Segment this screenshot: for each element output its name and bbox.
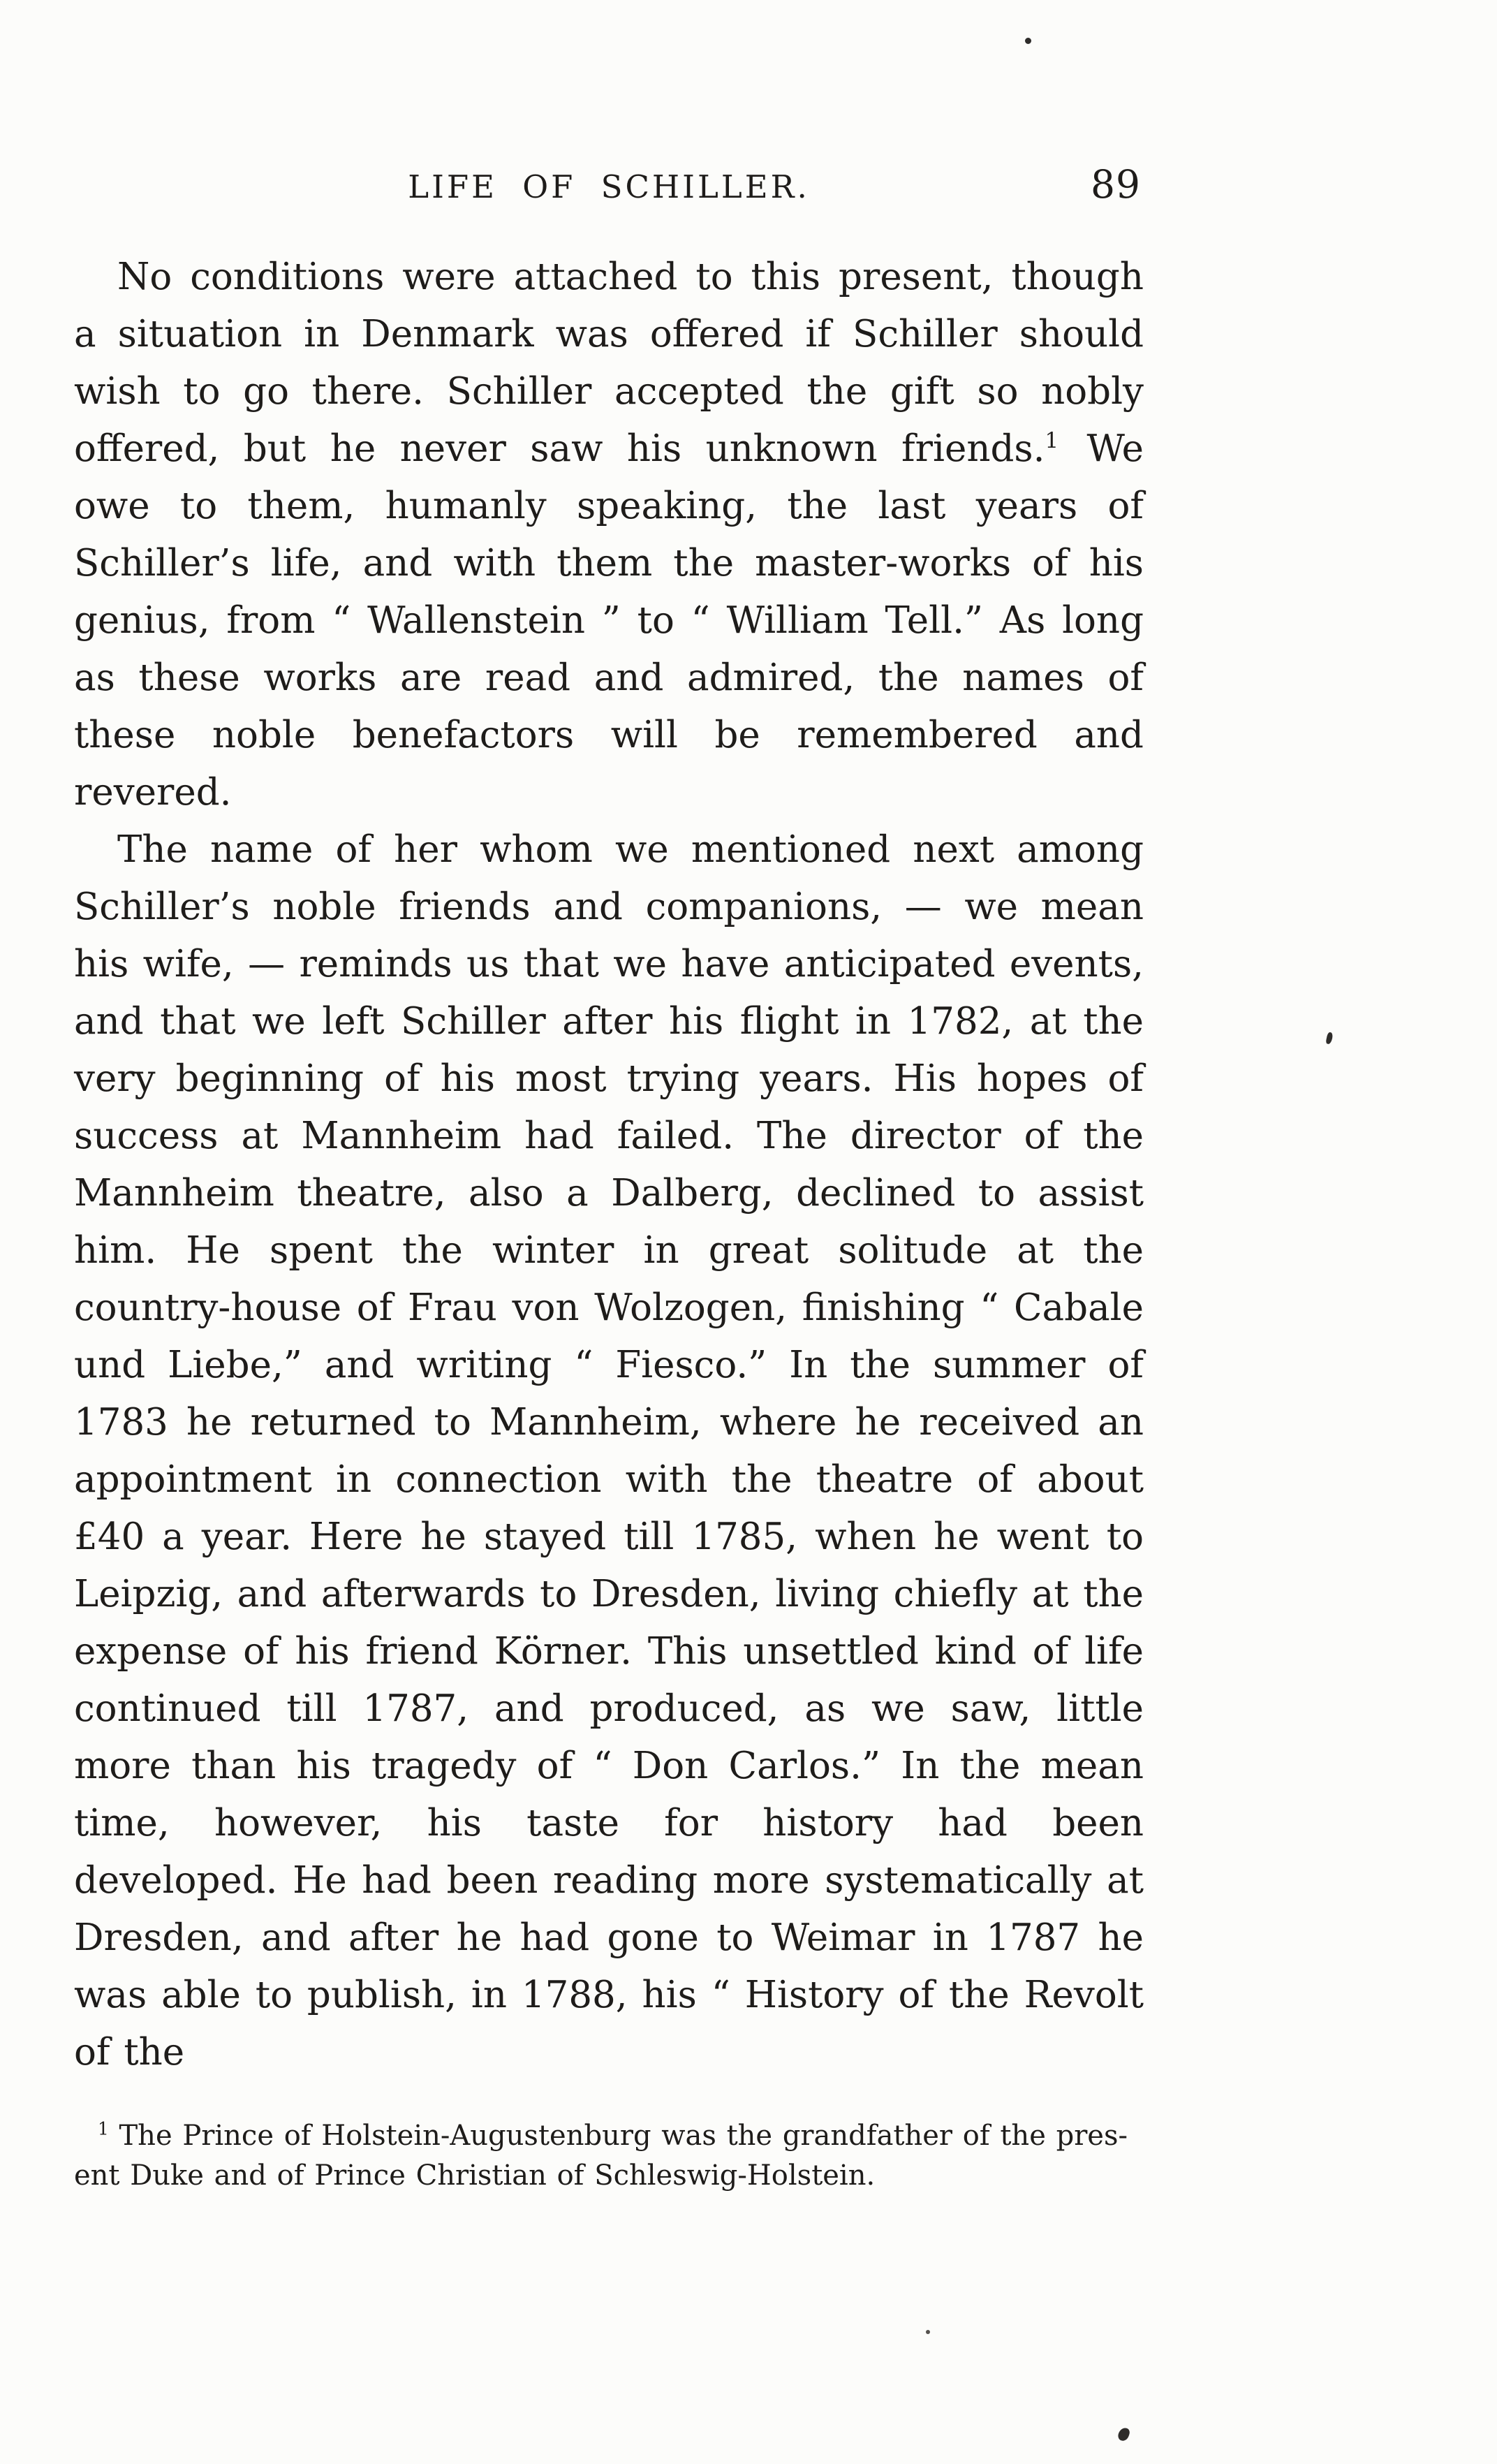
paragraph-1 [74,249,1144,821]
ink-speck [926,2330,930,2334]
paragraph-1-text: No conditions were attached to this present, though a situation in Denmark was offered if Schiller should wish to go there. Schiller accepted the gift so nobly offered, but he never saw his unknown friends. [74,256,1144,470]
ink-speck [1116,2426,1130,2442]
footnote-marker: 1 [98,2118,109,2139]
footnote-line-1: The Prince of Holstein-Augustenburg was the grandfather of the pres- [119,2120,1128,2152]
paragraph-2 [74,821,1144,2081]
page-number: 89 [1091,162,1141,207]
paragraph-2-text: The name of her whom we mentioned next among Schiller’s noble friends and companions, — we mean his wife, — reminds us that we have anticipated events, and that we left Schiller after his flight in 1782, at the very beginning of his most trying years. His hopes of success at Mannheim had failed. The director of the Mannheim theatre, also a Dalberg, declined to assist him. He spent the winter in great solitude at the country-house of Frau von Wolzogen, finishing “ Cabale und Liebe,” and writing “ Fiesco.” In the summer of 1783 he returned to Mannheim, where he received an appointment in connection with the theatre of about £40 a year. Here he stayed till 1785, when he went to Leipzig, and afterwards to Dresden, living chiefly at the expense of his friend Körner. This unsettled kind of life continued till 1787, and produced, as we saw, little more than his tragedy of “ Don Carlos.” In the mean time, however, his taste for history had been developed. He had been reading more systematically at Dresden, and after he had gone to Weimar in 1787 he was able to publish, in 1788, his “ History of the Revolt of the [74,828,1144,2074]
paragraph-1-text-continued: We owe to them, humanly speaking, the last years of Schiller’s life, and with them the master-works of his genius, from “ Wallenstein ” to “ William Tell.” As long as these works are read and admired, the names of these noble benefactors will be remembered and revered. [74,427,1144,814]
page-header [74,162,1144,212]
footnote-text [74,2116,1144,2196]
footnote-reference: 1 [1045,428,1059,454]
text-block [74,162,1144,2196]
footnote [74,2116,1144,2196]
footnote-line-2: ent Duke and of Prince Christian of Schleswig-Holstein. [74,2159,876,2192]
ink-speck [1025,38,1031,44]
running-title: LIFE OF SCHILLER. [408,168,810,205]
ink-speck [1325,1032,1333,1044]
body-text [74,249,1144,2081]
